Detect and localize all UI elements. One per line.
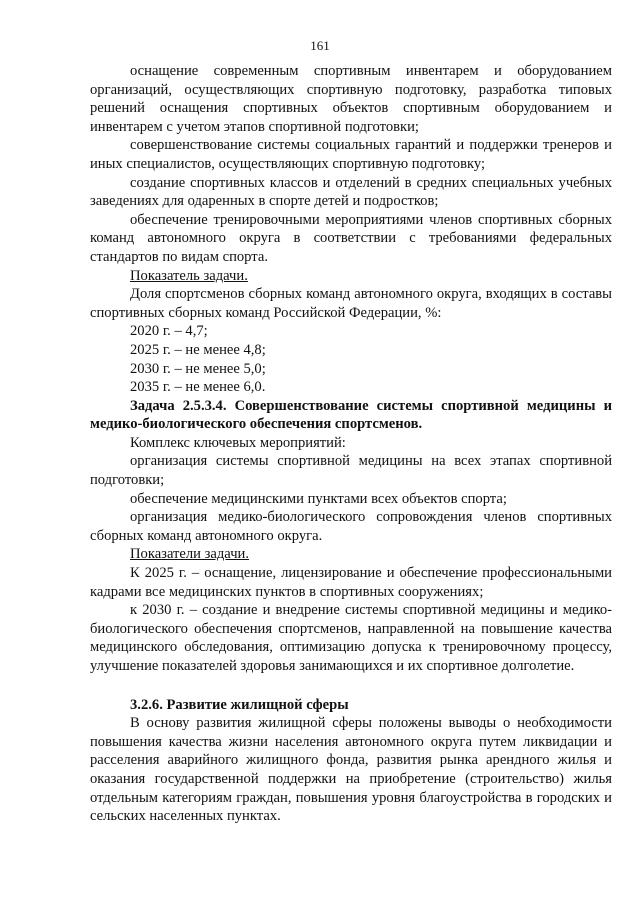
paragraph-equipment: оснащение современным спортивным инвентарем и оборудованием организаций, осуществляющих спортивную подготовку, разработка типовых решений оснащения спортивных объектов спортивным оборудованием и инвентарем с учетом этапов спортивной подготовки; (90, 63, 612, 135)
indicator-value-2025: 2025 г. – не менее 4,8; (130, 341, 266, 358)
measure-medical-points: обеспечение медицинскими пунктами всех объектов спорта; (130, 490, 507, 507)
measure-sports-medicine: организация системы спортивной медицины на всех этапах спортивной подготовки; (90, 453, 612, 489)
measures-heading: Комплекс ключевых мероприятий: (130, 434, 346, 451)
indicator-heading-text: Показатель задачи. (130, 267, 248, 284)
indicator-value-2020: 2020 г. – 4,7; (130, 323, 208, 340)
indicator-value-2035: 2035 г. – не менее 6,0. (130, 379, 266, 396)
indicators-heading-text: Показатели задачи. (130, 546, 250, 563)
section-title: 3.2.6. Развитие жилищной сферы (130, 696, 349, 713)
section-text: В основу развития жилищной сферы положены выводы о необходимости повышения качества жизни населения автономного округа путем ликвидации и расселения аварийного жилищного фонда, развития рынка арендного жилья и оказания государственной поддержки на приобретение (строительство) жилья отдельным категориям граждан, повышения уровня благоустройства в городских и сельских населенных пунктах. (90, 715, 612, 825)
indicators-heading (90, 545, 612, 564)
indicator-2025: К 2025 г. – оснащение, лицензирование и обеспечение профессиональными кадрами все медицинских пунктов в спортивных сооружениях; (90, 565, 612, 600)
paragraph-social-guarantees: совершенствование системы социальных гарантий и поддержки тренеров и иных специалистов, осуществляющих спортивную подготовку; (90, 137, 612, 172)
page-number: 161 (310, 38, 330, 53)
indicator-heading (90, 267, 612, 286)
paragraph-training-events: обеспечение тренировочными мероприятиями членов спортивных сборных команд автономного округа в соответствии с требованиями федеральных стандартов по видам спорта. (90, 211, 612, 265)
document-body (90, 62, 612, 826)
task-heading: Задача 2.5.3.4. Совершенствование системы спортивной медицины и медико-биологического обеспечения спортсменов. (90, 397, 612, 433)
indicator-description: Доля спортсменов сборных команд автономного округа, входящих в составы спортивных сборных команд Российской Федерации, %: (90, 286, 612, 321)
measure-biomedical-support: организация медико-биологического сопровождения членов спортивных сборных команд автономного округа. (90, 509, 612, 544)
paragraph-sport-classes: создание спортивных классов и отделений в средних специальных учебных заведениях для одаренных в спорте детей и подростков; (90, 174, 612, 210)
indicator-value-2030: 2030 г. – не менее 5,0; (130, 360, 266, 377)
indicator-2030: к 2030 г. – создание и внедрение системы спортивной медицины и медико-биологического обеспечения спортсменов, направленной на повышение качества медицинского обследования, оптимизацию допуска к тренировочному процессу, улучшение показателей здоровья занимающихся и их спортивное долголетие. (90, 602, 612, 674)
